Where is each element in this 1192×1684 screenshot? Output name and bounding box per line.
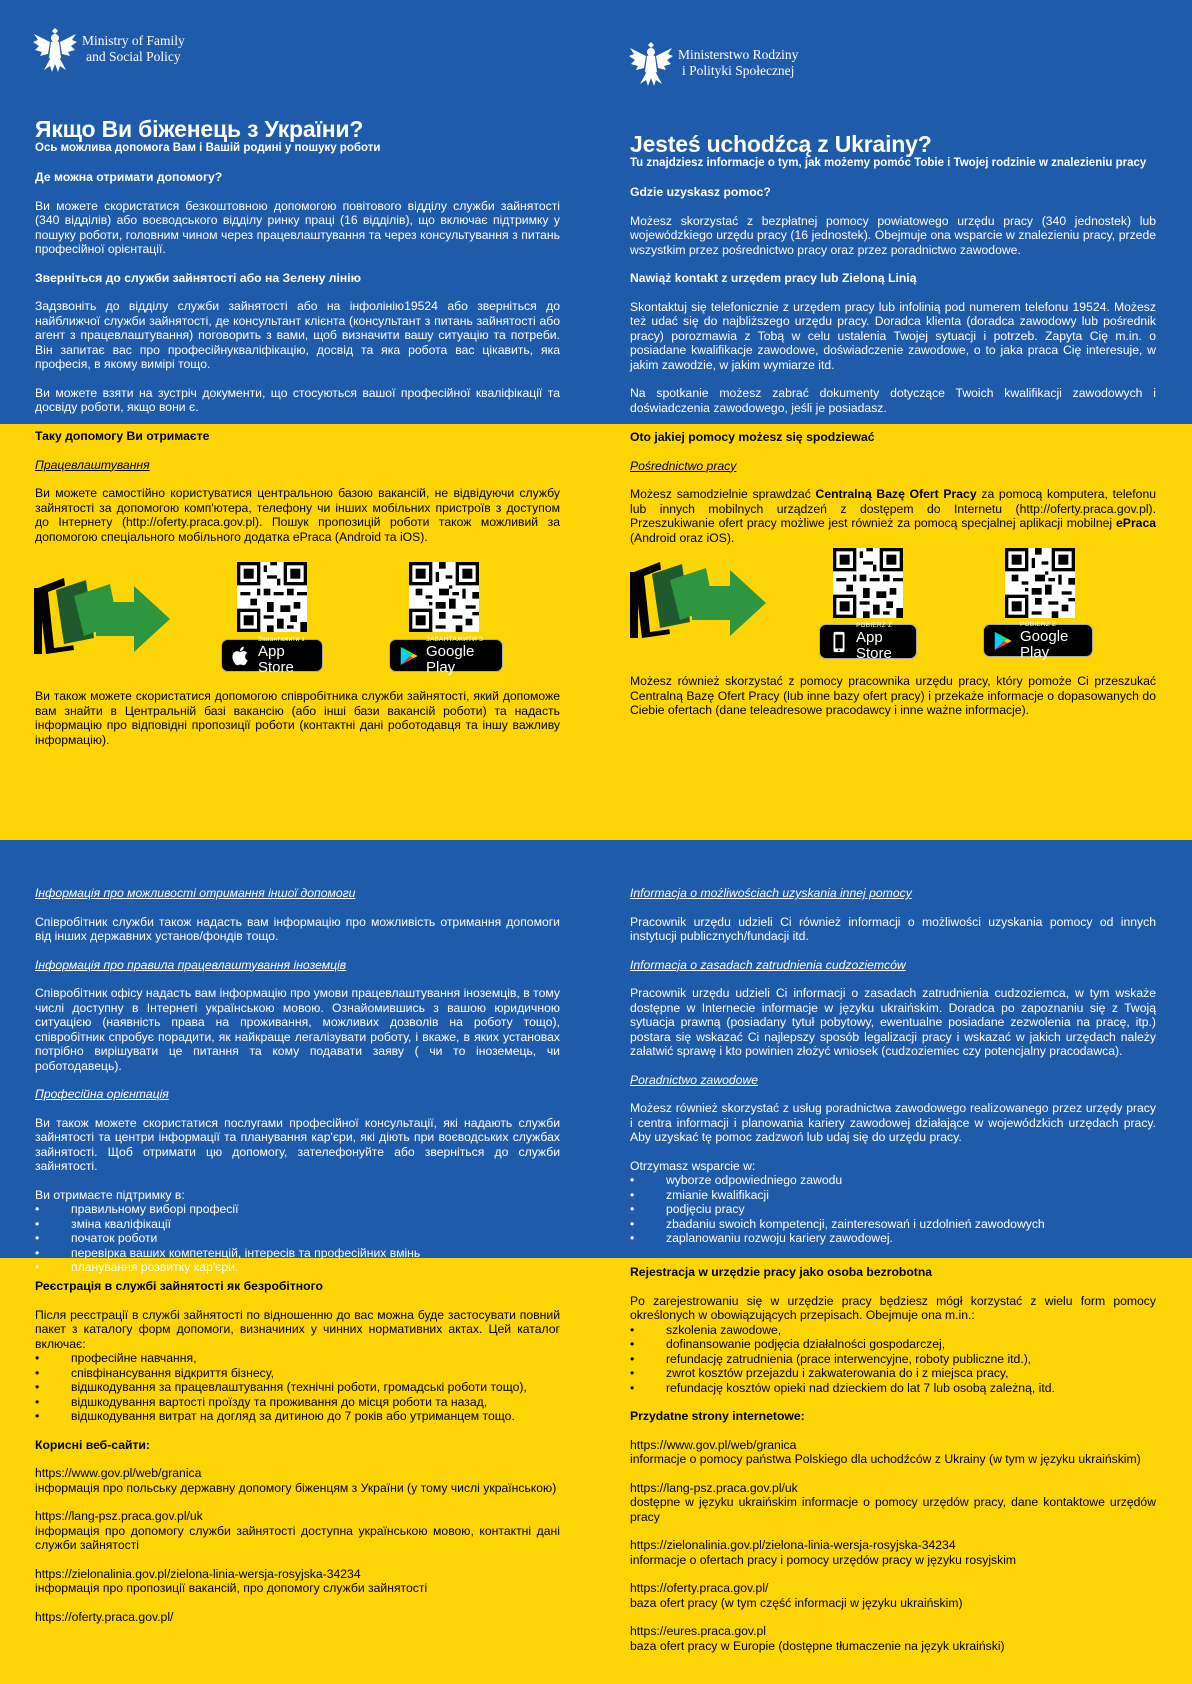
logo-line-1: Ministry of Family <box>82 33 185 48</box>
pl-employment-link[interactable]: Pośrednictwo pracy <box>630 458 737 473</box>
uk-page-title: Якщо Ви біженець з України? <box>35 116 364 142</box>
uk-help-heading: Таку допомогу Ви отримаєте <box>35 429 210 443</box>
pl-registration-list <box>630 1323 1156 1396</box>
pl-help-heading: Oto jakiej pomocy możesz się spodziewać <box>630 430 875 444</box>
pl-contact-heading: Nawiąż kontakt z urzędem pracy lub Zieloną Linią <box>630 271 917 285</box>
pl-page-title: Jesteś uchodźcą z Ukrainy? <box>630 131 932 157</box>
pl-other-help-link[interactable]: Informacja o możliwościach uzyskania innej pomocy <box>630 886 912 900</box>
uk-other-help-link[interactable]: Інформація про можливості отримання іншої допомоги <box>35 886 356 900</box>
list-item: • zmianie kwalifikacji <box>630 1188 1156 1203</box>
uk-documents-text: Ви можете взяти на зустріч документи, що стосуються вашої професійної кваліфікації та досвіду роботи, якщо вони є. <box>35 385 560 414</box>
uk-subtitle: Ось можлива допомога Вам і Вашій родині у пошуку роботи <box>35 142 381 154</box>
googleplay-big-label: Google Play <box>1020 627 1069 661</box>
pl-employee-text: Możesz również skorzystać z pomocy pracownika urzędu pracy, który pomoże Ci przeszukać Centralną Bazę Ofert Pracy (lub inne bazy ofert pracy) i przekaże informacje o dopasowanych do Ciebie ofertach (dane teleadresowe pracodawcy i inne ważne informacje). <box>630 674 1156 717</box>
website-link[interactable]: https://lang-psz.praca.gov.pl/uk <box>630 1480 798 1495</box>
uk-registration-section <box>35 1279 560 1624</box>
list-item: • zbadaniu swoich kompetencji, zainteresowań i uzdolnień zawodowych <box>630 1217 1156 1232</box>
pl-websites-heading: Przydatne strony internetowe: <box>630 1409 805 1423</box>
appstore-small-label: Завантажити з <box>258 635 305 643</box>
ministry-logo-pl <box>628 38 798 88</box>
list-item: • правильному виборі професії <box>35 1202 560 1217</box>
pl-where-text: Możesz skorzystać z bezpłatnej pomocy powiatowego urzędu pracy (340 jednostek) lub wojewódzkiego urzędu pracy (16 jednostek). Obejmuje ona wsparcie w znalezieniu pracy, przede wszystkim przez pośrednictwo pracy oraz przez poradnictwo zawodowe. <box>630 213 1156 257</box>
uk-career-text: Ви також можете скористатися послугами професійної консультації, які надають служби зайнятості та центри інформації та планування кар'єри, які діють при воєводських службах зайнятості. Щоб отримати цю допомогу, зателефонуйте або зверніться до служби зайнятості. <box>35 1115 560 1173</box>
pl-other-help-section <box>630 886 1156 1246</box>
uk-where-heading: Де можна отримати допомогу? <box>35 170 223 184</box>
uk-support-list <box>35 1202 560 1275</box>
logo-line-2: and Social Policy <box>86 49 181 64</box>
pl-career-text: Możesz również skorzystać z usług poradnictwa zawodowego realizowanego przez urzędy pracy i centra informacji i planowania kariery zawodowej działające w wojewódzkich urzędach pracy. Aby uzyskać tę pomoc zadzwoń lub udaj się do urzędu pracy. <box>630 1101 1156 1144</box>
google-play-icon <box>992 630 1014 652</box>
list-item: • szkolenia zawodowe, <box>630 1323 1156 1338</box>
pl-contact-text: Skontaktuj się telefonicznie z urzędem pracy lub infolinią pod numerem telefonu 19524. Możesz też udać się do najbliższego urzędu pracy. Doradca klienta (doradca zawodowy lub pośrednik pracy) porozmawia z Tobą w celu ustalenia Twojej sytuacji i potrzeb. Zapyta Cię m.in. o posiadane kwalifikacje zawodowe, doświadczenie zawodowe, o to jaka praca Cię interesuje, w jakim zawodzie, w jakim wymiarze itd. <box>630 299 1156 372</box>
ministry-logo-en <box>32 24 185 74</box>
uk-other-help-text: Співробітник служби також надасть вам інформацію про можливість отримання допомоги від інших державних установ/фондів тощо. <box>35 914 560 943</box>
pl-registration-heading: Rejestracja w urzędzie pracy jako osoba bezrobotna <box>630 1265 933 1279</box>
pl-support-list <box>630 1173 1156 1246</box>
epraca-arrows-logo-icon <box>34 574 172 664</box>
uk-registration-list <box>35 1351 560 1424</box>
website-link[interactable]: https://lang-psz.praca.gov.pl/uk <box>35 1509 203 1523</box>
appstore-badge-button[interactable] <box>221 635 323 676</box>
website-desc: informacje o ofertach pracy i pomocy urzędów pracy w języku rosyjskim <box>630 1552 1017 1567</box>
pl-employment-bold-2: ePraca <box>1116 516 1157 530</box>
website-link[interactable]: https://zielonalinia.gov.pl/zielona-linia-wersja-rosyjska-34234 <box>630 1538 956 1552</box>
uk-registration-heading: Реєстрація в службі зайнятості як безробітного <box>35 1279 323 1293</box>
pl-registration-text: Po zarejestrowaniu się w urzędzie pracy będziesz mógł korzystać z wielu form pomocy określonych w obowiązujących przepisach. Obejmuje ona m.in.: <box>630 1293 1156 1322</box>
qr-code-appstore-icon <box>833 548 903 618</box>
googleplay-badge-button[interactable] <box>389 635 503 676</box>
pl-subtitle: Tu znajdziesz informacje o tym, jak możemy pomóc Tobie i Twojej rodzinie w znalezieniu pracy <box>630 157 1147 169</box>
googleplay-small-label: ЗАВАНТАЖИТИ З <box>426 635 484 643</box>
list-item: • початок роботи <box>35 1231 560 1246</box>
pl-foreigners-text: Pracownik urzędu udzieli Ci informacji o zasadach zatrudnienia cudzoziemca, w tym wskaże dostępne w Internecie informacje w języku ukraińskim. Doradca po zapoznaniu się z Twoją sytuacja prawną (posiadany tytuł pobytowy, ewentualne posiadane zezwolenia na pracę, itp.) postara się wskazać Ci najlepszy sposób legalizacji pracy i wskazać w jakich urzędach należy załatwić sprawę i kto powinien złożyć wniosek (cudzoziemiec czy potencjalny pracodawca). <box>630 986 1156 1058</box>
website-link[interactable]: https://oferty.praca.gov.pl/ <box>630 1581 769 1595</box>
pl-where-heading: Gdzie uzyskasz pomoc? <box>630 185 771 199</box>
pl-career-link[interactable]: Poradnictwo zawodowe <box>630 1072 759 1087</box>
website-link[interactable]: https://oferty.praca.gov.pl/ <box>35 1609 174 1624</box>
list-item: • podjęciu pracy <box>630 1202 1156 1217</box>
epraca-arrows-logo-icon <box>630 558 768 648</box>
website-desc: інформація про допомогу служби зайнятості доступна українською мовою, контактні дані служби зайнятості <box>35 1523 560 1552</box>
pl-employment-text <box>630 487 1156 545</box>
list-item: • refundację zatrudnienia (prace interwencyjne, roboty publiczne itd.), <box>630 1352 1156 1367</box>
pl-foreigners-link[interactable]: Informacja o zasadach zatrudnienia cudzoziemców <box>630 957 906 972</box>
pl-employment-text-1: Możesz samodzielnie sprawdzać <box>630 487 811 501</box>
website-link[interactable]: https://eures.praca.gov.pl <box>630 1624 766 1638</box>
uk-career-link[interactable]: Професійна орієнтація <box>35 1087 169 1101</box>
website-desc: dostępne w języku ukraińskim informacje o pomocy urzędów pracy, dane kontaktowe urzędów pracy <box>630 1495 1156 1524</box>
uk-where-text: Ви можете скористатися безкоштовною допомогою повітового відділу служби зайнятості (340 відділів) або воєводського відділу ринку праці (16 відділів), що включає підтримку у пошуку роботи, головним чином через працевлаштування та через консультування з питань професійної орієнтації. <box>35 198 560 256</box>
logo-text <box>678 47 798 79</box>
website-desc: інформація про пропозиції вакансій, про допомогу служби зайнятості <box>35 1581 428 1595</box>
list-item: • зміна кваліфікації <box>35 1217 560 1232</box>
uk-contact-heading: Зверніться до служби зайнятості або на Зелену лінію <box>35 270 362 285</box>
pl-help-section <box>630 430 1156 545</box>
website-desc: інформація про польську державну допомогу біженцям з України (у тому числі українською) <box>35 1480 557 1495</box>
website-link[interactable]: https://zielonalinia.gov.pl/zielona-linia-wersja-rosyjska-34234 <box>35 1566 361 1581</box>
list-item: • zwrot kosztów przejazdu i zakwaterowania do i z miejsca pracy, <box>630 1366 1156 1381</box>
appstore-big-label: App Store <box>856 628 892 662</box>
pl-other-help-text: Pracownik urzędu udzieli Ci również informacji o możliwości uzyskania pomocy od innych instytucji publicznych/fundacji itd. <box>630 914 1156 943</box>
list-item: • відшкодування за працевлаштування (технічні роботи, громадські роботи тощо), <box>35 1380 560 1395</box>
googleplay-badge-button[interactable] <box>983 620 1093 661</box>
uk-help-section <box>35 429 560 544</box>
uk-intro-section <box>35 116 560 415</box>
googleplay-small-label: POBIERZ Z <box>1020 620 1057 628</box>
list-item: • dofinansowanie podjęcia działalności gospodarczej, <box>630 1337 1156 1352</box>
pl-employment-text-3: (Android oraz iOS). <box>630 530 735 545</box>
uk-foreigners-text: Співробітник офісу надасть вам інформацію про умови працевлаштування іноземців, в тому числі доступну в Інтернеті українською мовою. Ознайомившись з вашою юридичною ситуацією (наявність права на проживання, можливих дозволів на роботу тощо), співробітник спробує порадити, як найкраще легалізувати роботу, і вкаже, в яких установах потрібно вирішувати це питання та кому подавати заяву ( чи то іноземець, чи роботодавець). <box>35 986 560 1073</box>
logo-line-2: i Polityki Społecznej <box>681 63 795 78</box>
uk-employee-section <box>35 689 560 747</box>
logo-line-1: Ministerstwo Rodziny <box>678 47 799 62</box>
appstore-big-label: App Store <box>258 642 294 676</box>
website-desc: baza ofert pracy (w tym część informacji w języku ukraińskim) <box>630 1595 963 1610</box>
pl-employee-section <box>630 674 1156 718</box>
white-eagle-emblem-icon <box>32 24 78 74</box>
logo-text <box>82 33 185 65</box>
googleplay-big-label: Google Play <box>426 642 475 676</box>
uk-employee-text: Ви також можете скористатися допомогою співробітника служби зайнятості, який допоможе вам знайти в Центральній базі вакансію (або інші бази вакансій роботи) та надасть інформацію про відповідні пропозиції роботи (контактні дані роботодавця та іншу важливу інформацію). <box>35 689 560 747</box>
uk-employment-link[interactable]: Працевлаштування <box>35 457 150 472</box>
pl-employment-bold-1: Centralną Bazę Ofert Pracy <box>815 487 977 501</box>
google-play-icon <box>398 645 420 667</box>
uk-registration-text: Після реєстрації в службі зайнятості по відношенню до вас можна буде застосувати повний пакет з каталогу форм допомоги, визначиних у чинних нормативних актах. Цей каталог включає: <box>35 1307 560 1351</box>
uk-foreigners-link[interactable]: Інформація про правила працевлаштування іноземців <box>35 957 347 972</box>
website-desc: informacje o pomocy państwa Polskiego dla uchodźców z Ukrainy (w tym w języku ukraińskim) <box>630 1452 1141 1466</box>
pl-registration-section <box>630 1265 1156 1653</box>
uk-websites-heading: Корисні веб-сайти: <box>35 1437 150 1452</box>
list-item: • співфінансування відкриття бізнесу, <box>35 1366 560 1381</box>
apple-icon <box>230 645 252 667</box>
qr-code-googleplay-icon <box>1005 548 1075 618</box>
phone-icon <box>828 631 850 653</box>
list-item: • zaplanowaniu rozwoju kariery zawodowej. <box>630 1231 1156 1246</box>
white-eagle-emblem-icon <box>628 38 674 88</box>
uk-contact-text: Задзвоніть до відділу служби зайнятості або на інфолінію19524 або зверніться до найближчої служби зайнятості, де консультант клієнта (консультант з питань зайнятості або агент з працевлаштування) поговорить з вами, щоб визначити вашу ситуацію та потреби. Він запитає вас про професійнукваліфікацію, досвід та яка робота вас цікавить, яка професія, в якому вимірі тощо. <box>35 299 560 371</box>
website-link[interactable]: https://www.gov.pl/web/granica <box>630 1437 797 1452</box>
list-item: • refundację kosztów opieki nad dzieckiem do lat 7 lub osobą zależną, itd. <box>630 1381 1156 1396</box>
uk-support-intro: Ви отримаєте підтримку в: <box>35 1187 185 1202</box>
uk-employment-text: Ви можете самостійно користуватися центральною базою вакансій, не відвідуючи службу зайнятості за допомогою комп'ютера, телефону чи інших мобільних пристроїв з доступом до Інтернету (http://oferty.praca.gov.pl). Пошук пропозицій роботи також можливий за допомогою спеціального мобільного додатка ePraca (Android та iOS). <box>35 486 560 544</box>
list-item: • перевірка ваших компетенцій, інтересів та професійних вмінь <box>35 1246 560 1261</box>
appstore-small-label: POBIERZ Z <box>856 621 893 629</box>
list-item: • wyborze odpowiedniego zawodu <box>630 1173 1156 1188</box>
qr-code-appstore-icon <box>237 562 307 632</box>
list-item: • відшкодування вартості проїзду та проживання до місця роботи та назад, <box>35 1395 560 1410</box>
appstore-badge-button[interactable] <box>819 621 917 662</box>
uk-other-help-section <box>35 886 560 1275</box>
list-item: • відшкодування витрат на догляд за дитиною до 7 років або утриманцем тощо. <box>35 1409 560 1424</box>
pl-support-intro: Otrzymasz wsparcie w: <box>630 1158 756 1173</box>
pl-intro-section <box>630 131 1156 415</box>
website-link[interactable]: https://www.gov.pl/web/granica <box>35 1466 202 1480</box>
list-item: • планування розвитку кар'єри. <box>35 1260 560 1275</box>
qr-code-googleplay-icon <box>409 562 479 632</box>
pl-documents-text: Na spotkanie możesz zabrać dokumenty dotyczące Twoich kwalifikacji zawodowych i doświadczenia zawodowego, jeśli je posiadasz. <box>630 386 1156 415</box>
website-desc: baza ofert pracy w Europie (dostępne tłumaczenie na język ukraiński) <box>630 1638 1005 1653</box>
pl-employment-text-2: za pomocą komputera, telefonu lub innych mobilnych urządzeń z dostępem do Internetu (http://oferty.praca.gov.pl). Przeszukiwanie ofert pracy możliwe jest również za pomocą specjalnej aplikacji mobilnej <box>630 487 1157 530</box>
list-item: • професійне навчання, <box>35 1351 560 1366</box>
